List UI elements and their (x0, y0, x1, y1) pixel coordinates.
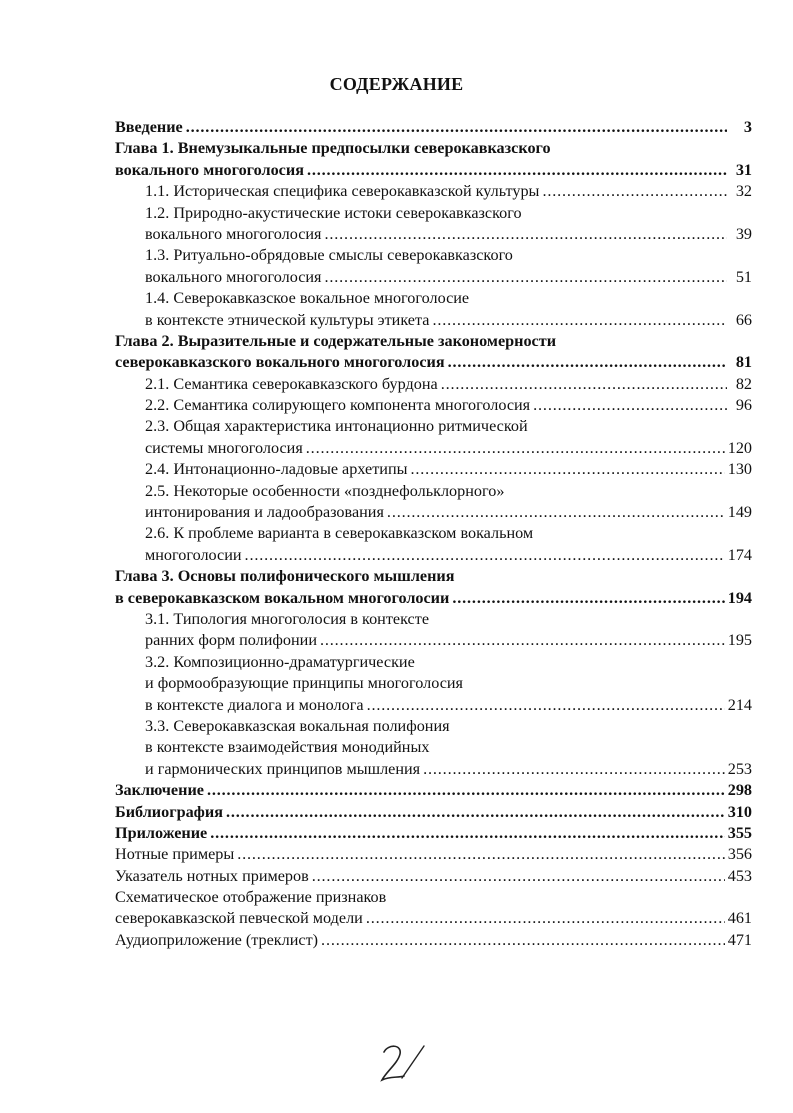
toc-page-number: 32 (735, 182, 752, 201)
dot-leader (411, 460, 725, 479)
dot-leader (307, 161, 727, 180)
toc-entry (115, 760, 752, 781)
toc-entry-text: в контексте диалога и монолога (145, 695, 364, 714)
toc-entry-text: Библиография (115, 802, 223, 821)
toc-entry-text: Глава 3. Основы полифонического мышления (115, 567, 455, 586)
handwritten-page-mark (372, 1036, 432, 1086)
dot-leader (226, 803, 725, 822)
toc-page-number: 149 (727, 503, 752, 522)
toc-entry (115, 482, 752, 503)
toc-entry (115, 931, 752, 952)
toc-entry-text: системы многоголосия (145, 438, 303, 457)
toc-entry-text: 3.3. Северокавказская вокальная полифония (145, 716, 450, 735)
toc-entry-text: и гармонических принципов мышления (145, 759, 421, 778)
toc-page-number: 82 (735, 374, 752, 393)
toc-entry (115, 610, 752, 631)
toc-entry-text: 2.5. Некоторые особенности «позднефольклорного» (145, 481, 505, 500)
page-title: СОДЕРЖАНИЕ (329, 74, 464, 94)
toc-page-number: 31 (735, 160, 752, 179)
toc-entry (115, 781, 752, 802)
toc-entry (115, 803, 752, 824)
dot-leader (306, 439, 725, 458)
toc-page-number: 3 (743, 118, 752, 136)
toc-entry-text: 2.1. Семантика северокавказского бурдона (145, 374, 438, 393)
dot-leader (210, 824, 724, 843)
dot-leader (207, 781, 725, 800)
toc-entry (115, 589, 752, 610)
dot-leader (423, 760, 725, 779)
dot-leader (441, 375, 727, 394)
toc-page-number: 194 (727, 588, 752, 607)
toc-entry-text: интонирования и ладообразования (145, 503, 384, 522)
toc-entry-text: Глава 1. Внемузыкальные предпосылки северокавказского (115, 139, 551, 158)
dot-leader (366, 909, 725, 928)
dot-leader (387, 503, 725, 522)
dot-leader (367, 696, 725, 715)
toc-page-number: 195 (727, 631, 752, 650)
toc-page-number: 51 (735, 267, 752, 286)
toc-entry-text: 2.6. К проблеме варианта в северокавказском вокальном (145, 524, 534, 543)
toc-entry-text: Заключение (115, 781, 204, 800)
toc-entry (115, 888, 752, 909)
toc-entry-text: 2.3. Общая характеристика интонационно ритмической (145, 417, 528, 436)
toc-page-number: 130 (727, 460, 752, 479)
toc-entry (115, 439, 752, 460)
toc-page-number: 471 (727, 930, 752, 949)
toc-entry-text: Глава 2. Выразительные и содержательные закономерности (115, 331, 557, 350)
dot-leader (324, 268, 727, 287)
toc-entry (115, 631, 752, 652)
toc-entry (115, 332, 752, 353)
toc-entry-text: ранних форм полифонии (145, 631, 317, 650)
toc-page-number: 310 (727, 802, 752, 821)
toc-entry (115, 375, 752, 396)
toc-entry (115, 653, 752, 674)
dot-leader (320, 631, 725, 650)
toc-entry-text: 3.1. Типология многоголосия в контексте (145, 609, 429, 628)
toc-entry (115, 289, 752, 310)
toc-entry (115, 417, 752, 438)
toc-entry-text: 1.1. Историческая специфика северокавказской культуры (145, 182, 540, 201)
toc-entry-text: 1.4. Северокавказское вокальное многоголосие (145, 289, 470, 308)
toc-entry (115, 546, 752, 567)
toc-page-number: 214 (727, 695, 752, 714)
toc-entry-text: северокавказской певческой модели (115, 909, 363, 928)
toc-entry (115, 246, 752, 267)
table-of-contents (115, 118, 752, 952)
toc-entry (115, 225, 752, 246)
toc-page-number: 66 (735, 310, 752, 329)
toc-entry-text: и формообразующие принципы многоголосия (145, 674, 463, 693)
toc-entry (115, 567, 752, 588)
toc-entry (115, 738, 752, 759)
toc-page-number: 355 (727, 823, 752, 842)
toc-entry (115, 204, 752, 225)
toc-page-number: 453 (727, 866, 752, 885)
toc-page-number: 461 (727, 909, 752, 928)
toc-entry (115, 353, 752, 374)
toc-entry-text: в контексте взаимодействия монодийных (145, 738, 430, 757)
toc-entry (115, 909, 752, 930)
dot-leader (432, 311, 727, 330)
toc-entry (115, 696, 752, 717)
toc-entry-text: вокального многоголосия (145, 224, 322, 243)
toc-entry-text: в контексте этнической культуры этикета (145, 310, 430, 329)
toc-entry-text: в северокавказском вокальном многоголосии (115, 588, 450, 607)
toc-entry (115, 118, 752, 139)
toc-entry (115, 182, 752, 203)
toc-page-number: 120 (727, 438, 752, 457)
toc-entry (115, 396, 752, 417)
toc-entry (115, 503, 752, 524)
toc-entry (115, 674, 752, 695)
toc-entry-text: 1.2. Природно-акустические истоки северокавказского (145, 203, 522, 222)
dot-leader (452, 589, 724, 608)
dot-leader (542, 182, 727, 201)
toc-page-number: 39 (735, 224, 752, 243)
toc-entry (115, 460, 752, 481)
dot-leader (245, 546, 725, 565)
dot-leader (237, 845, 724, 864)
toc-entry-text: 1.3. Ритуально-обрядовые смыслы северокавказского (145, 246, 513, 265)
toc-entry (115, 161, 752, 182)
toc-entry (115, 717, 752, 738)
toc-entry-text: Аудиоприложение (треклист) (115, 930, 319, 949)
toc-page-number: 253 (727, 759, 752, 778)
toc-entry (115, 139, 752, 160)
toc-entry-text: Приложение (115, 823, 208, 842)
dot-leader (186, 118, 727, 137)
dot-leader (312, 867, 725, 886)
toc-entry (115, 268, 752, 289)
toc-entry (115, 845, 752, 866)
dot-leader (324, 225, 727, 244)
toc-entry-text: Схематическое отображение признаков (115, 888, 387, 907)
toc-entry-text: вокального многоголосия (145, 267, 322, 286)
toc-page-number: 298 (727, 781, 752, 800)
toc-page-number: 96 (735, 396, 752, 415)
toc-entry (115, 311, 752, 332)
toc-entry-text: северокавказского вокального многоголосия (115, 353, 445, 372)
toc-page-number: 174 (727, 545, 752, 564)
toc-entry (115, 867, 752, 888)
toc-page-number: 356 (727, 845, 752, 864)
toc-entry-text: многоголосии (145, 545, 242, 564)
toc-entry-text: вокального многоголосия (115, 160, 304, 179)
toc-entry-text: Указатель нотных примеров (115, 866, 309, 885)
toc-page-number: 81 (735, 353, 752, 372)
toc-entry-text: Нотные примеры (115, 845, 235, 864)
toc-entry-text: 2.2. Семантика солирующего компонента многоголосия (145, 396, 531, 415)
toc-entry-text: 2.4. Интонационно-ладовые архетипы (145, 460, 408, 479)
toc-entry (115, 824, 752, 845)
toc-entry-text: 3.2. Композиционно-драматургические (145, 652, 415, 671)
toc-entry-text: Введение (115, 118, 183, 136)
dot-leader (448, 353, 727, 372)
toc-entry (115, 524, 752, 545)
dot-leader (321, 931, 725, 950)
dot-leader (533, 396, 727, 415)
